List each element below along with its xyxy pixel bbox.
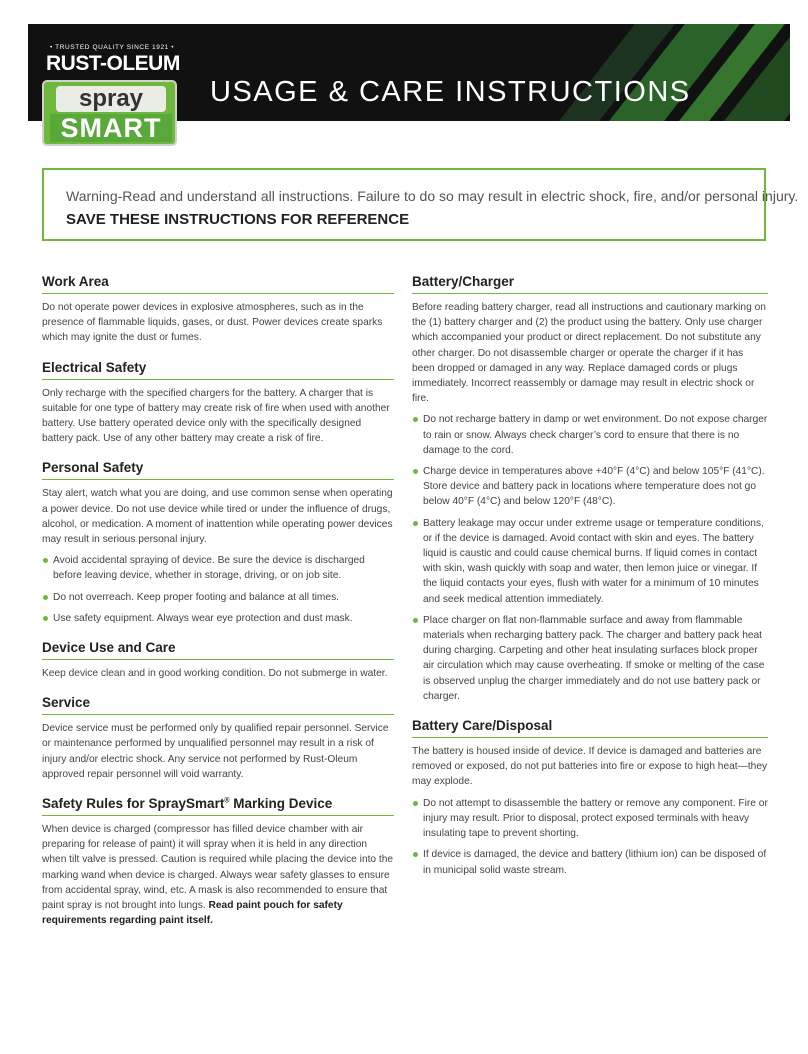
- section-body: Before reading battery charger, read all instructions and cautionary marking on the (1) battery charger and (2) the product using the battery. Only use charger which accompanied your product or direct replacement. Do not substitute any other charger. Do not disassemble charger or operate the charger if it has been dropped or damaged in any way. Replace damaged cords or plugs immediately. Incorrect reassembly or damage may result in electric shock or fire.: [412, 302, 766, 405]
- section-body: Stay alert, watch what you are doing, and use common sense when operating a power device. Do not use device while tired or under the influence of drugs, alcohol, or medication. A moment of inattention while operating power devices may result in serious personal injury.: [42, 488, 393, 546]
- section-body-text: When device is charged (compressor has filled device chamber with air preparing for release of paint) it will spray when it is held in any direction when tilt valve is pressed. Caution is required while placing the device into the marking wand when device is charged. Always wear safety glasses to ensure from accidental spray, wind, etc. A mask is also recommended to ensure that paint spray is not brought into lungs.: [42, 824, 394, 912]
- section-body: [42, 822, 394, 928]
- registered-mark: ®: [224, 797, 230, 805]
- section-title: Work Area: [42, 274, 394, 294]
- logo-smart-text: SMART: [50, 114, 172, 142]
- logo-brand: RUST-OLEUM: [46, 52, 180, 75]
- section-body-bold: Read paint pouch for safety requirements regarding paint itself.: [42, 900, 343, 927]
- list-item: Use safety equipment. Always wear eye protection and dust mask.: [42, 611, 394, 626]
- bullet-list: [42, 553, 394, 626]
- left-column: [42, 274, 394, 942]
- logo-tagline: • TRUSTED QUALITY SINCE 1921 •: [50, 44, 175, 51]
- page-title: USAGE & CARE INSTRUCTIONS: [210, 76, 691, 108]
- section-body: Keep device clean and in good working condition. Do not submerge in water.: [42, 668, 388, 680]
- section-battery-care: [412, 718, 768, 878]
- bullet-list: [412, 412, 768, 704]
- section-body: Do not operate power devices in explosive atmospheres, such as in the presence of flammable liquids, gases, or dust. Power devices create sparks which may ignite the dust or fumes.: [42, 302, 383, 344]
- bullet-list: [412, 796, 768, 878]
- list-item: Do not recharge battery in damp or wet environment. Do not expose charger to rain or snow. Always check charger’s cord to ensure that there is no damage to the cord.: [412, 412, 768, 458]
- section-body: The battery is housed inside of device. If device is damaged and batteries are removed or exposed, do not put batteries into fire or expose to high heat—they may explode.: [412, 746, 768, 788]
- section-device-use: [42, 640, 394, 681]
- section-title: [42, 796, 394, 816]
- section-electrical-safety: [42, 360, 394, 447]
- section-title-main: Safety Rules for SpraySmart: [42, 796, 225, 812]
- warning-heading: SAVE THESE INSTRUCTIONS FOR REFERENCE: [66, 211, 410, 228]
- list-item: Place charger on flat non-flammable surface and away from flammable materials when recharging battery pack. The charger and battery pack heat during charging. Carpeting and other heat insulating surfaces block proper air circulation which may cause overheating. If smoke or melting of the case is observed unplug the charger immediately and do not use battery pack or charger.: [412, 613, 768, 704]
- list-item: Do not attempt to disassemble the battery or remove any component. Fire or injury may result. Prior to disposal, protect exposed terminals with heavy insulating tape to prevent shorting.: [412, 796, 768, 842]
- right-column: [412, 274, 768, 892]
- logo-badge: [42, 80, 177, 146]
- section-title: Electrical Safety: [42, 360, 394, 380]
- list-item: If device is damaged, the device and battery (lithium ion) can be disposed of in municipal solid waste stream.: [412, 847, 768, 877]
- list-item: Charge device in temperatures above +40°F (4°C) and below 105°F (41°C). Store device and battery pack in locations where temperature does not go below 40°F (4°C) and below 120°F (48°C).: [412, 464, 768, 510]
- logo-spray-text: spray: [56, 86, 166, 112]
- section-title-suffix: Marking Device: [229, 796, 333, 812]
- list-item: Battery leakage may occur under extreme usage or temperature conditions, or if the device is damaged. Avoid contact with skin and eyes. The battery liquid is caustic and could cause chemical burns. If liquid comes in contact with skin, wash quickly with soap and water, then lemon juice or vinegar. If the liquid contacts your eyes, flush with water for a minimum of 10 minutes and seek medical attention immediately.: [412, 516, 768, 607]
- section-title: Service: [42, 695, 394, 715]
- section-title: Device Use and Care: [42, 640, 394, 660]
- warning-text: Warning-Read and understand all instructions. Failure to do so may result in electric shock, fire, and/or personal injury.: [66, 188, 799, 204]
- section-body: Only recharge with the specified chargers for the battery. A charger that is suitable for one type of battery may create risk of fire when used with another battery. Use battery operated device only with the specifically designed battery pack. Use of any other battery may create a risk of fire.: [42, 387, 390, 445]
- list-item: Do not overreach. Keep proper footing and balance at all times.: [42, 590, 394, 605]
- brand-logo: [40, 44, 180, 148]
- section-personal-safety: [42, 460, 394, 626]
- section-service: [42, 695, 394, 782]
- section-work-area: [42, 274, 394, 346]
- warning-box: [42, 168, 799, 241]
- section-title: Battery/Charger: [412, 274, 768, 294]
- section-battery-charger: [412, 274, 768, 704]
- section-title: Battery Care/Disposal: [412, 718, 768, 738]
- section-safety-rules: [42, 796, 394, 928]
- section-body: Device service must be performed only by qualified repair personnel. Service or maintenance performed by unqualified personnel may result in a risk of injury and/or electric shock. Any service not performed by Rust-Oleum approved repair personnel will void warranty.: [42, 723, 389, 780]
- list-item: Avoid accidental spraying of device. Be sure the device is discharged before leaving device, whether in storage, driving, or on job site.: [42, 553, 394, 583]
- section-title: Personal Safety: [42, 460, 394, 480]
